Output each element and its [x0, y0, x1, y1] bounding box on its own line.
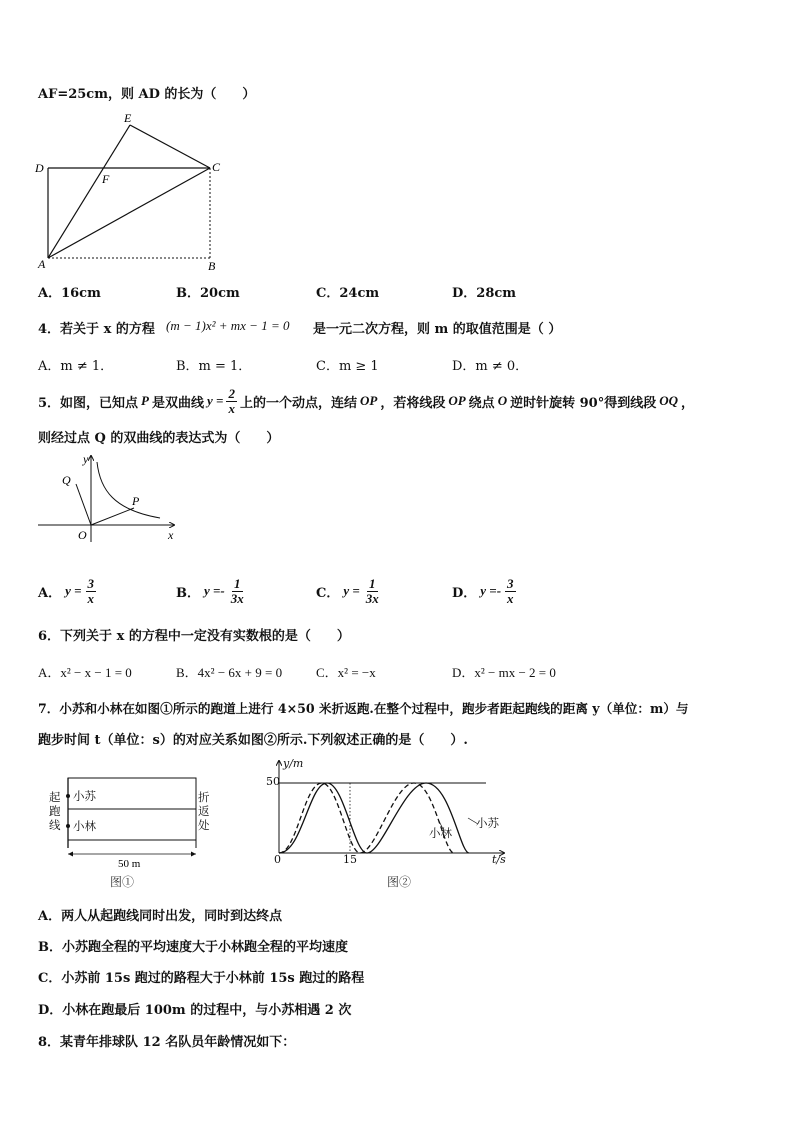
q5-text-a: 5．如图，已知点 [38, 395, 139, 411]
q7-fig2-caption: 图② [387, 875, 412, 889]
q5-label-p: P [132, 494, 140, 508]
q7-fig2-origin: 0 [274, 853, 281, 866]
q7-runner-lin: 小林 [73, 819, 96, 833]
q5-line1 [38, 387, 694, 415]
q5-point-o: O [497, 393, 508, 409]
label-A: A [38, 257, 46, 271]
q5-opt-c-num: 1 [369, 576, 376, 591]
q5-op1: OP [359, 393, 378, 409]
q5-label-o: O [78, 528, 87, 542]
q5-figure [34, 450, 184, 545]
q7-fig1-length: 50 m [118, 858, 141, 870]
q3-option-c: C．24cm [316, 286, 380, 301]
q5-opt-a-num: 3 [87, 576, 95, 591]
q7-option-c: C．小苏前 15s 跑过的路程大于小林前 15s 跑过的路程 [38, 971, 365, 986]
q7-fig1-caption: 图① [110, 875, 135, 889]
q3-option-a: A．16cm [38, 286, 101, 301]
q5-text-f: 逆时针旋转 90°得到线段 [510, 395, 657, 411]
q5-opt-b-prefix: y =- [204, 583, 225, 599]
q5-frac-num: 2 [228, 386, 235, 401]
q5-text-g: ， [680, 395, 694, 411]
q5-opt-b-frac [229, 577, 246, 605]
q6-option-d: D．x² − mx − 2 = 0 [452, 665, 556, 680]
label-D: D [35, 161, 44, 175]
q5-opt-b-num: 1 [234, 576, 241, 591]
q4-option-c: C．m ≥ 1 [316, 359, 379, 374]
label-E: E [124, 111, 132, 125]
q6-option-b: B．4x² − 6x + 9 = 0 [176, 665, 283, 680]
q4-option-a: A．m ≠ 1． [38, 359, 114, 374]
q7-fig2-label-su: 小苏 [476, 816, 499, 830]
q5-opt-c-prefix: y = [343, 583, 360, 599]
q6-stem: 6．下列关于 x 的方程中一定没有实数根的是（ ） [38, 629, 350, 644]
q3-option-b: B．20cm [176, 286, 240, 301]
q5-line2: 则经过点 Q 的双曲线的表达式为（ ） [38, 431, 280, 446]
q5-opt-d-prefix: y =- [480, 583, 502, 599]
q5-opt-a-prefix: y = [65, 583, 82, 599]
q5-text-c: 上的一个动点，连结 [239, 395, 357, 411]
q4-option-b: B．m = 1． [176, 359, 252, 374]
q7-figure2 [264, 757, 514, 869]
q5-opt-b-label: B． [176, 585, 200, 601]
q5-op2: OP [448, 393, 466, 409]
q7-line1: 7．小苏和小林在如图①所示的跑道上进行 4×50 米折返跑.在整个过程中，跑步者距起跑线的距离 y（单位：m）与 [38, 701, 689, 716]
q4-suffix: 是一元二次方程，则 m 的取值范围是（ ） [313, 322, 562, 337]
q7-fig2-ytick: 50 [266, 775, 280, 788]
q7-start-line-label: 起跑线 [49, 790, 61, 832]
q6-option-c: C．x² = −x [316, 665, 376, 680]
label-C: C [212, 160, 221, 174]
q7-line2: 跑步时间 t（单位：s）的对应关系如图②所示.下列叙述正确的是（ ）. [38, 733, 468, 748]
q5-oq: OQ [659, 393, 678, 409]
q5-text-e: 绕点 [468, 395, 495, 411]
q7-runner-su: 小苏 [73, 789, 96, 803]
q5-label-x: x [168, 528, 174, 542]
q3-figure [30, 108, 230, 273]
q7-fig2-xtick: 15 [343, 853, 357, 866]
q5-opt-d-den: x [507, 590, 514, 606]
label-F: F [102, 172, 110, 186]
q5-opt-d-frac [505, 577, 516, 605]
q3-stem: AF=25cm，则 AD 的长为（ ） [38, 87, 256, 102]
q5-option-a [38, 577, 96, 605]
q4-option-d: D．m ≠ 0． [452, 359, 529, 374]
q5-label-q: Q [62, 473, 71, 487]
label-B: B [208, 259, 216, 273]
q5-option-c [316, 577, 381, 605]
q5-point-p: P [141, 393, 149, 409]
q3-option-d: D．28cm [452, 286, 517, 301]
q5-opt-c-label: C． [316, 585, 340, 601]
q8-stem: 8．某青年排球队 12 名队员年龄情况如下： [38, 1035, 296, 1050]
q7-fig2-ylabel: y/m [283, 757, 304, 770]
q4-prefix: 4．若关于 x 的方程 [38, 322, 155, 337]
q5-frac-den: x [228, 400, 235, 416]
q4-equation: (m − 1)x² + mx − 1 = 0 [166, 318, 290, 333]
q5-text-b: 是双曲线 [152, 395, 205, 411]
q5-label-y: y [83, 452, 89, 466]
q5-option-b [176, 577, 246, 605]
q5-opt-b-den: 3x [230, 590, 244, 606]
q6-option-a: A．x² − x − 1 = 0 [38, 665, 132, 680]
q5-fraction [226, 387, 237, 415]
q7-option-a: A．两人从起跑线同时出发，同时到达终点 [38, 909, 283, 924]
q7-fig2-xlabel: t/s [492, 853, 506, 866]
q5-option-d [452, 577, 516, 605]
q5-text-d: ，若将线段 [380, 395, 446, 411]
q7-option-d: D．小林在跑最后 100m 的过程中，与小苏相遇 2 次 [38, 1003, 352, 1018]
q5-opt-a-den: x [87, 590, 95, 606]
q7-fig2-label-lin: 小林 [429, 826, 452, 840]
q5-opt-a-frac [86, 577, 97, 605]
q5-opt-a-label: A． [38, 585, 62, 601]
q7-turn-label: 折返处 [198, 790, 210, 832]
q7-option-b: B．小苏跑全程的平均速度大于小林跑全程的平均速度 [38, 940, 348, 955]
q5-opt-d-label: D． [452, 585, 477, 601]
q5-y-eq: y = [207, 393, 224, 409]
q5-opt-d-num: 3 [507, 576, 514, 591]
q5-opt-c-den: 3x [365, 590, 379, 606]
q5-opt-c-frac [364, 577, 381, 605]
